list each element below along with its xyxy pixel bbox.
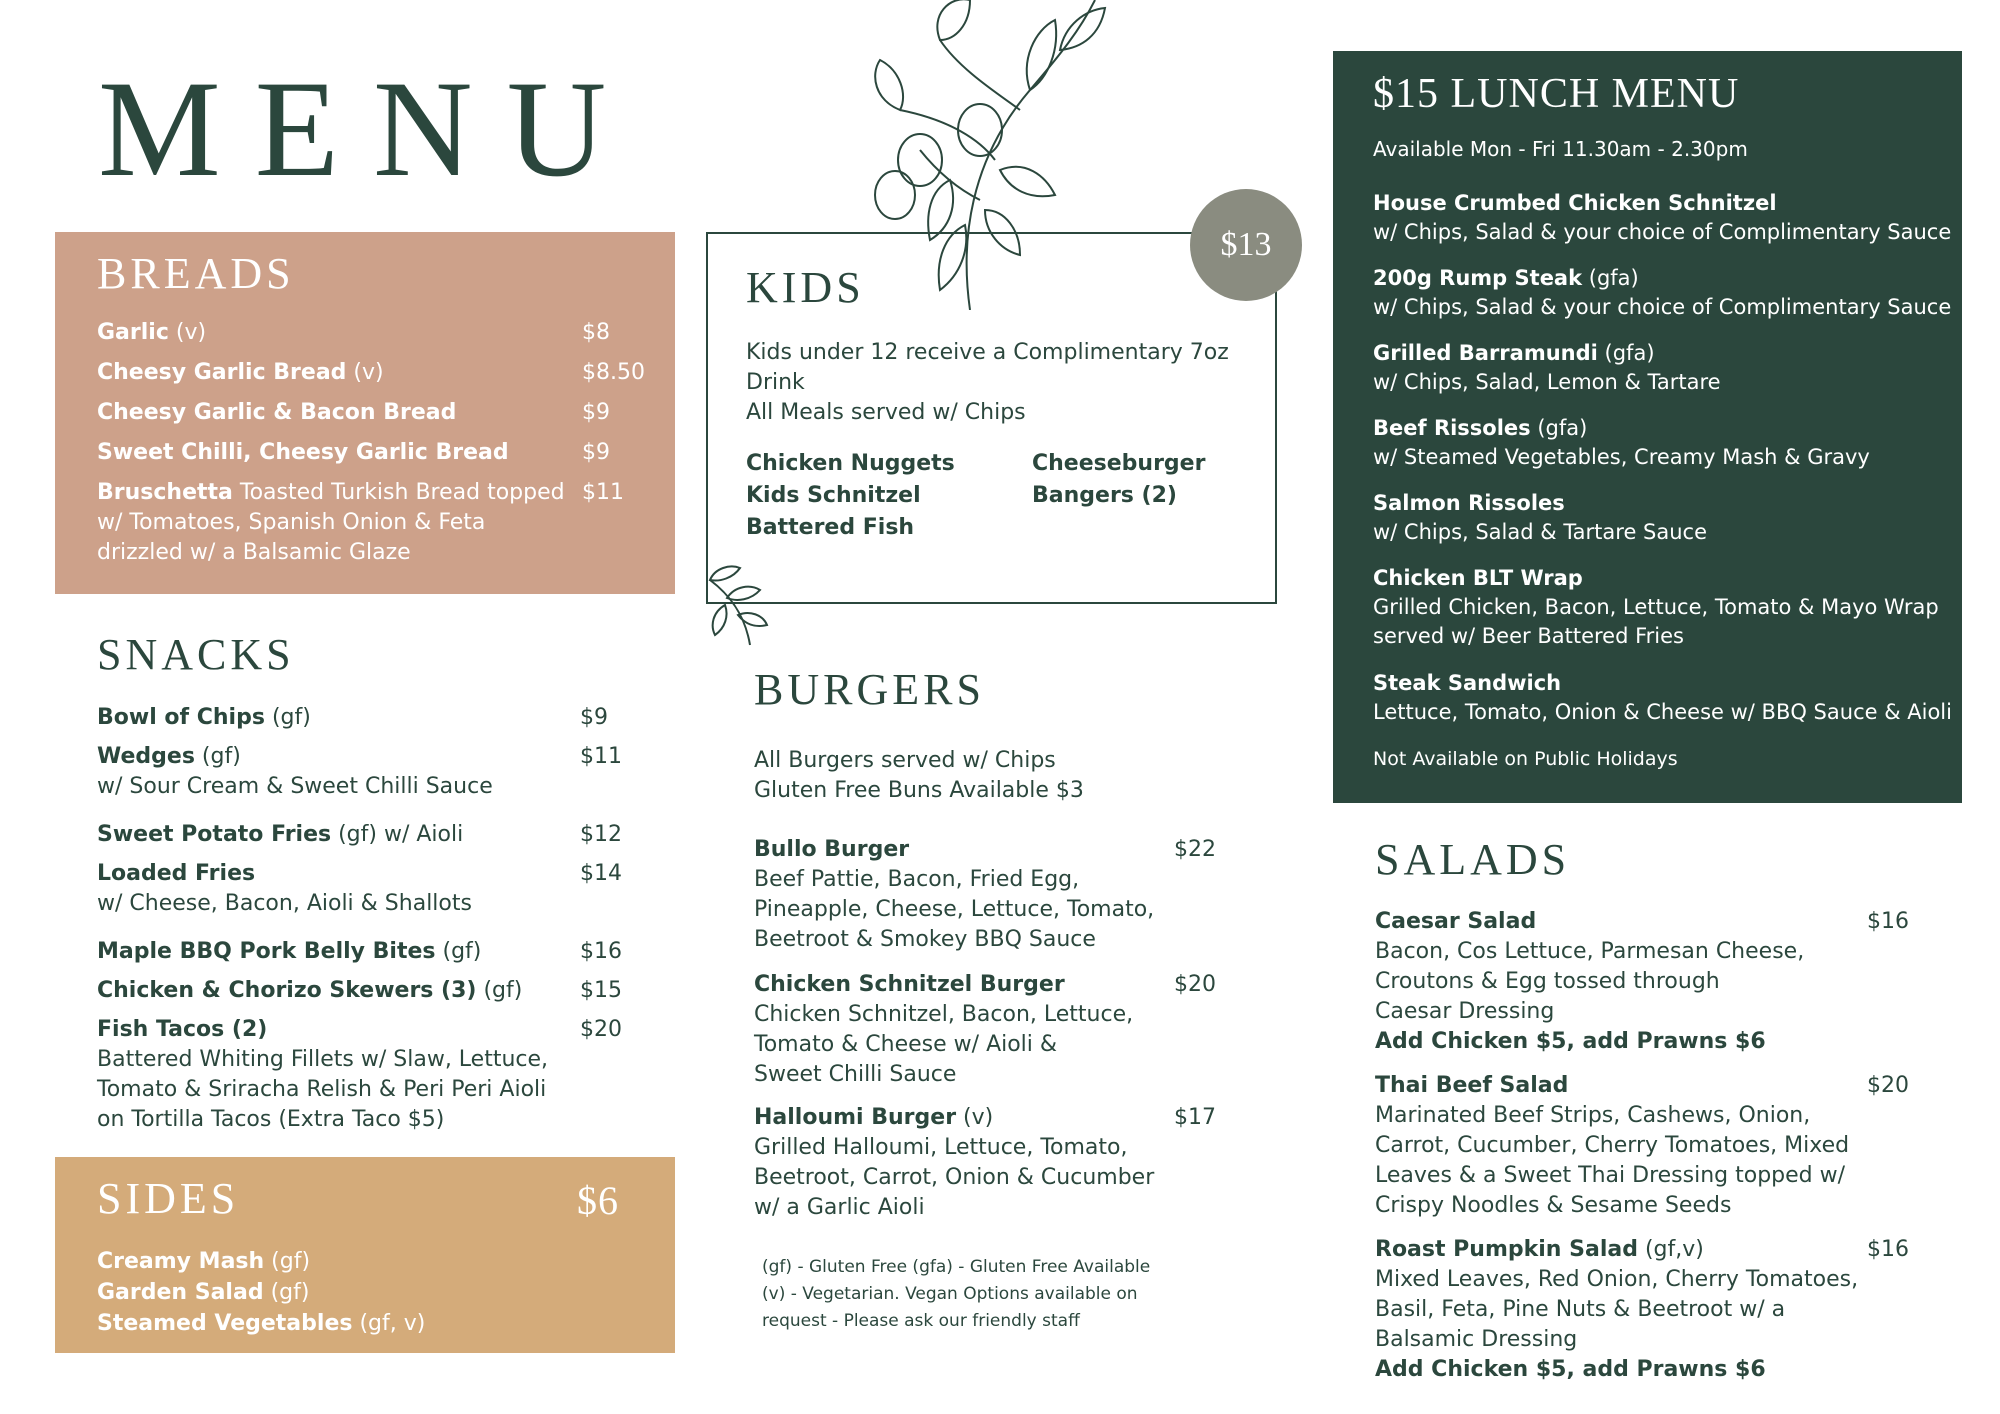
item-tag: (gf) <box>194 744 241 769</box>
item-name: Bruschetta <box>97 480 233 505</box>
snack-item <box>97 976 657 1006</box>
bread-item <box>97 358 645 388</box>
salad-item <box>1375 907 1920 1057</box>
kids-section <box>706 232 1277 604</box>
burgers-intro <box>754 746 1084 806</box>
item-tag: (gfa) <box>1530 416 1588 440</box>
burgers-intro-line-1: All Burgers served w/ Chips <box>754 748 1056 773</box>
item-description: Battered Whiting Fillets w/ Slaw, Lettuce, Tomato & Sriracha Relish & Peri Peri Aioli on Tortilla Tacos (Extra Taco $5) <box>97 1047 549 1132</box>
lunch-item-header <box>1373 189 1953 218</box>
salad-item-header <box>1375 1235 1920 1265</box>
lunch-item <box>1373 189 1953 247</box>
item-price: $11 <box>582 480 624 505</box>
snack-item <box>97 742 657 802</box>
item-description: w/ Chips, Salad & your choice of Complimentary Sauce <box>1373 295 1952 319</box>
salad-item-header <box>1375 907 1920 937</box>
kids-intro <box>746 338 1266 428</box>
lunch-item <box>1373 669 1953 727</box>
item-price: $20 <box>1867 1073 1909 1098</box>
item-name: Chicken Schnitzel Burger <box>754 972 1065 997</box>
item-name: Chicken & Chorizo Skewers (3) <box>97 978 477 1003</box>
burger-item <box>754 1103 1216 1223</box>
kids-intro-line-1: Kids under 12 receive a Complimentary 7oz <box>746 340 1229 365</box>
item-name: Loaded Fries <box>97 861 256 886</box>
lunch-item-header <box>1373 264 1953 293</box>
item-name: Thai Beef Salad <box>1375 1073 1569 1098</box>
item-price: $17 <box>1174 1105 1216 1130</box>
side-item <box>97 1309 425 1339</box>
bread-item <box>97 478 637 568</box>
item-tag: Toasted Turkish Bread topped <box>232 480 565 505</box>
burgers-list <box>754 835 1234 1235</box>
lunch-item <box>1373 414 1953 472</box>
item-tag: (v) <box>346 360 384 385</box>
item-name: Roast Pumpkin Salad <box>1375 1237 1638 1262</box>
item-name: Creamy Mash <box>97 1249 265 1274</box>
snack-item <box>97 820 657 850</box>
item-description: Lettuce, Tomato, Onion & Cheese w/ BBQ Sauce & Aioli <box>1373 700 1952 724</box>
item-price: $22 <box>1174 837 1216 862</box>
item-name: House Crumbed Chicken Schnitzel <box>1373 191 1777 215</box>
bread-item <box>97 438 637 468</box>
item-name: Bullo Burger <box>754 837 910 862</box>
lunch-item <box>1373 264 1953 322</box>
kids-items-right <box>1032 448 1205 512</box>
item-description: Grilled Chicken, Bacon, Lettuce, Tomato & Mayo Wrap served w/ Beer Battered Fries <box>1373 595 1939 648</box>
salad-item <box>1375 1071 1920 1221</box>
snack-item <box>97 859 657 919</box>
item-description: w/ Cheese, Bacon, Aioli & Shallots <box>97 891 472 916</box>
item-description: Marinated Beef Strips, Cashews, Onion, Carrot, Cucumber, Cherry Tomatoes, Mixed Leaves & a Sweet Thai Dressing topped w/ Crispy Noodles & Sesame Seeds <box>1375 1103 1850 1218</box>
lunch-subtitle: Available Mon - Fri 11.30am - 2.30pm <box>1373 137 1748 161</box>
item-name: Grilled Barramundi <box>1373 341 1598 365</box>
item-price: $16 <box>1867 909 1909 934</box>
snack-item-header <box>97 976 657 1006</box>
item-name: Sweet Potato Fries <box>97 822 332 847</box>
bread-item <box>97 398 637 428</box>
snack-item <box>97 1015 657 1135</box>
item-name: Salmon Rissoles <box>1373 491 1565 515</box>
burger-item <box>754 970 1216 1090</box>
item-name: Wedges <box>97 744 195 769</box>
item-name: Cheesy Garlic Bread <box>97 360 347 385</box>
item-name: Steak Sandwich <box>1373 671 1562 695</box>
snack-item <box>97 703 657 733</box>
item-tag: (gf,v) <box>1637 1237 1704 1262</box>
item-description: w/ Steamed Vegetables, Creamy Mash & Gravy <box>1373 445 1870 469</box>
bread-item-header <box>97 438 637 468</box>
item-tag: (gf) <box>435 939 482 964</box>
lunch-item-header <box>1373 339 1953 368</box>
item-price: $15 <box>580 978 622 1003</box>
kids-item: Cheeseburger <box>1032 451 1206 476</box>
bread-item-header <box>97 358 637 388</box>
lunch-item <box>1373 489 1953 547</box>
item-name: Cheesy Garlic & Bacon Bread <box>97 400 457 425</box>
breads-section <box>55 232 675 594</box>
snack-item <box>97 937 657 967</box>
bread-item-header <box>97 478 637 508</box>
snacks-title-text: SNACKS <box>97 630 295 679</box>
kids-title: KIDS <box>746 263 865 312</box>
item-price: $16 <box>1867 1237 1909 1262</box>
snack-item-header <box>97 742 657 772</box>
item-price: $8 <box>582 320 610 345</box>
item-name: Maple BBQ Pork Belly Bites <box>97 939 436 964</box>
snack-item-header <box>97 937 657 967</box>
burger-item-header <box>754 835 1194 865</box>
item-price: $9 <box>580 705 608 730</box>
burger-item-header <box>754 1103 1194 1133</box>
item-name: Chicken BLT Wrap <box>1373 566 1583 590</box>
item-name: Sweet Chilli, Cheesy Garlic Bread <box>97 440 509 465</box>
item-description: Mixed Leaves, Red Onion, Cherry Tomatoes, Basil, Feta, Pine Nuts & Beetroot w/ a Balsamic Dressing <box>1375 1267 1859 1352</box>
item-description: Beef Pattie, Bacon, Fried Egg, Pineapple, Cheese, Lettuce, Tomato, Beetroot & Smokey BBQ Sauce <box>754 867 1155 952</box>
item-price: $20 <box>1174 972 1216 997</box>
kids-items-left <box>746 448 955 544</box>
item-tag: (gf) w/ Aioli <box>331 822 464 847</box>
item-name: Bowl of Chips <box>97 705 265 730</box>
dietary-legend-note: (gf) - Gluten Free (gfa) - Gluten Free Available (v) - Vegetarian. Vegan Options available on request - Please ask our friendly staff <box>762 1257 1151 1331</box>
item-price: $12 <box>580 822 622 847</box>
item-name: Beef Rissoles <box>1373 416 1531 440</box>
burgers-title: BURGERS <box>754 665 985 714</box>
snack-item-header <box>97 1015 657 1045</box>
item-description: w/ Chips, Salad & your choice of Complimentary Sauce <box>1373 220 1952 244</box>
lunch-item <box>1373 339 1953 397</box>
side-item <box>97 1247 310 1277</box>
item-price: $16 <box>580 939 622 964</box>
bread-item <box>97 318 637 348</box>
lunch-item <box>1373 564 1953 651</box>
item-description: w/ Chips, Salad, Lemon & Tartare <box>1373 370 1721 394</box>
salad-item-header <box>1375 1071 1920 1101</box>
bread-item-header <box>97 318 637 348</box>
sides-section <box>55 1157 675 1353</box>
item-price: $9 <box>582 400 610 425</box>
salads-title: SALADS <box>1375 835 1571 884</box>
item-tag: (gfa) <box>1597 341 1655 365</box>
salads-list <box>1375 907 1935 1387</box>
item-add-on: Add Chicken $5, add Prawns $6 <box>1375 1357 1766 1382</box>
sides-title: SIDES <box>97 1174 240 1223</box>
item-price: $20 <box>580 1017 622 1042</box>
lunch-item-header <box>1373 669 1953 698</box>
item-tag: (gfa) <box>1582 266 1639 290</box>
bread-item-header <box>97 398 637 428</box>
item-description: Bacon, Cos Lettuce, Parmesan Cheese, Croutons & Egg tossed through Caesar Dressing <box>1375 939 1805 1024</box>
item-description: w/ Tomatoes, Spanish Onion & Feta drizzled w/ a Balsamic Glaze <box>97 510 486 565</box>
item-price: $14 <box>580 861 622 886</box>
item-description: w/ Chips, Salad & Tartare Sauce <box>1373 520 1708 544</box>
burgers-intro-line-2: Gluten Free Buns Available $3 <box>754 778 1084 803</box>
snack-item-header <box>97 703 657 733</box>
item-price: $9 <box>582 440 610 465</box>
lunch-item-header <box>1373 489 1953 518</box>
item-name: Garden Salad <box>97 1280 264 1305</box>
item-name: Halloumi Burger <box>754 1105 957 1130</box>
item-tag: (gf, v) <box>352 1311 426 1336</box>
item-name: Caesar Salad <box>1375 909 1537 934</box>
burger-item-header <box>754 970 1194 1000</box>
burger-item <box>754 835 1216 955</box>
snacks-list <box>97 703 677 1133</box>
lunch-footer: Not Available on Public Holidays <box>1373 748 1678 770</box>
item-description: Grilled Halloumi, Lettuce, Tomato, Beetroot, Carrot, Onion & Cucumber w/ a Garlic Aioli <box>754 1135 1155 1220</box>
snack-item-header <box>97 859 657 889</box>
sides-price: $6 <box>577 1178 619 1223</box>
kids-item: Battered Fish <box>746 515 915 540</box>
lunch-item-header <box>1373 414 1953 443</box>
item-name: Steamed Vegetables <box>97 1311 353 1336</box>
item-name: 200g Rump Steak <box>1373 266 1583 290</box>
kids-item: Chicken Nuggets <box>746 451 955 476</box>
kids-intro-line-2: Drink <box>746 370 805 395</box>
item-tag: (gf) <box>476 978 523 1003</box>
snacks-title <box>97 630 295 679</box>
snack-item-header <box>97 820 657 850</box>
lunch-item-header <box>1373 564 1953 593</box>
item-price: $11 <box>580 744 622 769</box>
item-add-on: Add Chicken $5, add Prawns $6 <box>1375 1029 1766 1054</box>
item-description: Chicken Schnitzel, Bacon, Lettuce, Tomato & Cheese w/ Aioli & Sweet Chilli Sauce <box>754 1002 1134 1087</box>
side-item <box>97 1278 309 1308</box>
lunch-title: $15 LUNCH MENU <box>1373 71 1740 117</box>
item-description: w/ Sour Cream & Sweet Chilli Sauce <box>97 774 493 799</box>
kids-item: Kids Schnitzel <box>746 483 921 508</box>
item-name: Fish Tacos (2) <box>97 1017 268 1042</box>
item-tag: (gf) <box>264 705 311 730</box>
kids-intro-line-3: All Meals served w/ Chips <box>746 400 1026 425</box>
lunch-menu-section <box>1333 51 1962 803</box>
item-price: $8.50 <box>582 360 645 385</box>
salad-item <box>1375 1235 1920 1385</box>
item-name: Garlic <box>97 320 169 345</box>
item-tag: (v) <box>168 320 207 345</box>
breads-title: BREADS <box>97 249 295 298</box>
menu-title: MENU <box>98 52 641 205</box>
item-tag: (gf) <box>263 1280 310 1305</box>
kids-item: Bangers (2) <box>1032 483 1177 508</box>
item-tag: (v) <box>956 1105 994 1130</box>
item-tag: (gf) <box>264 1249 311 1274</box>
kids-price-badge: $13 <box>1190 189 1302 301</box>
